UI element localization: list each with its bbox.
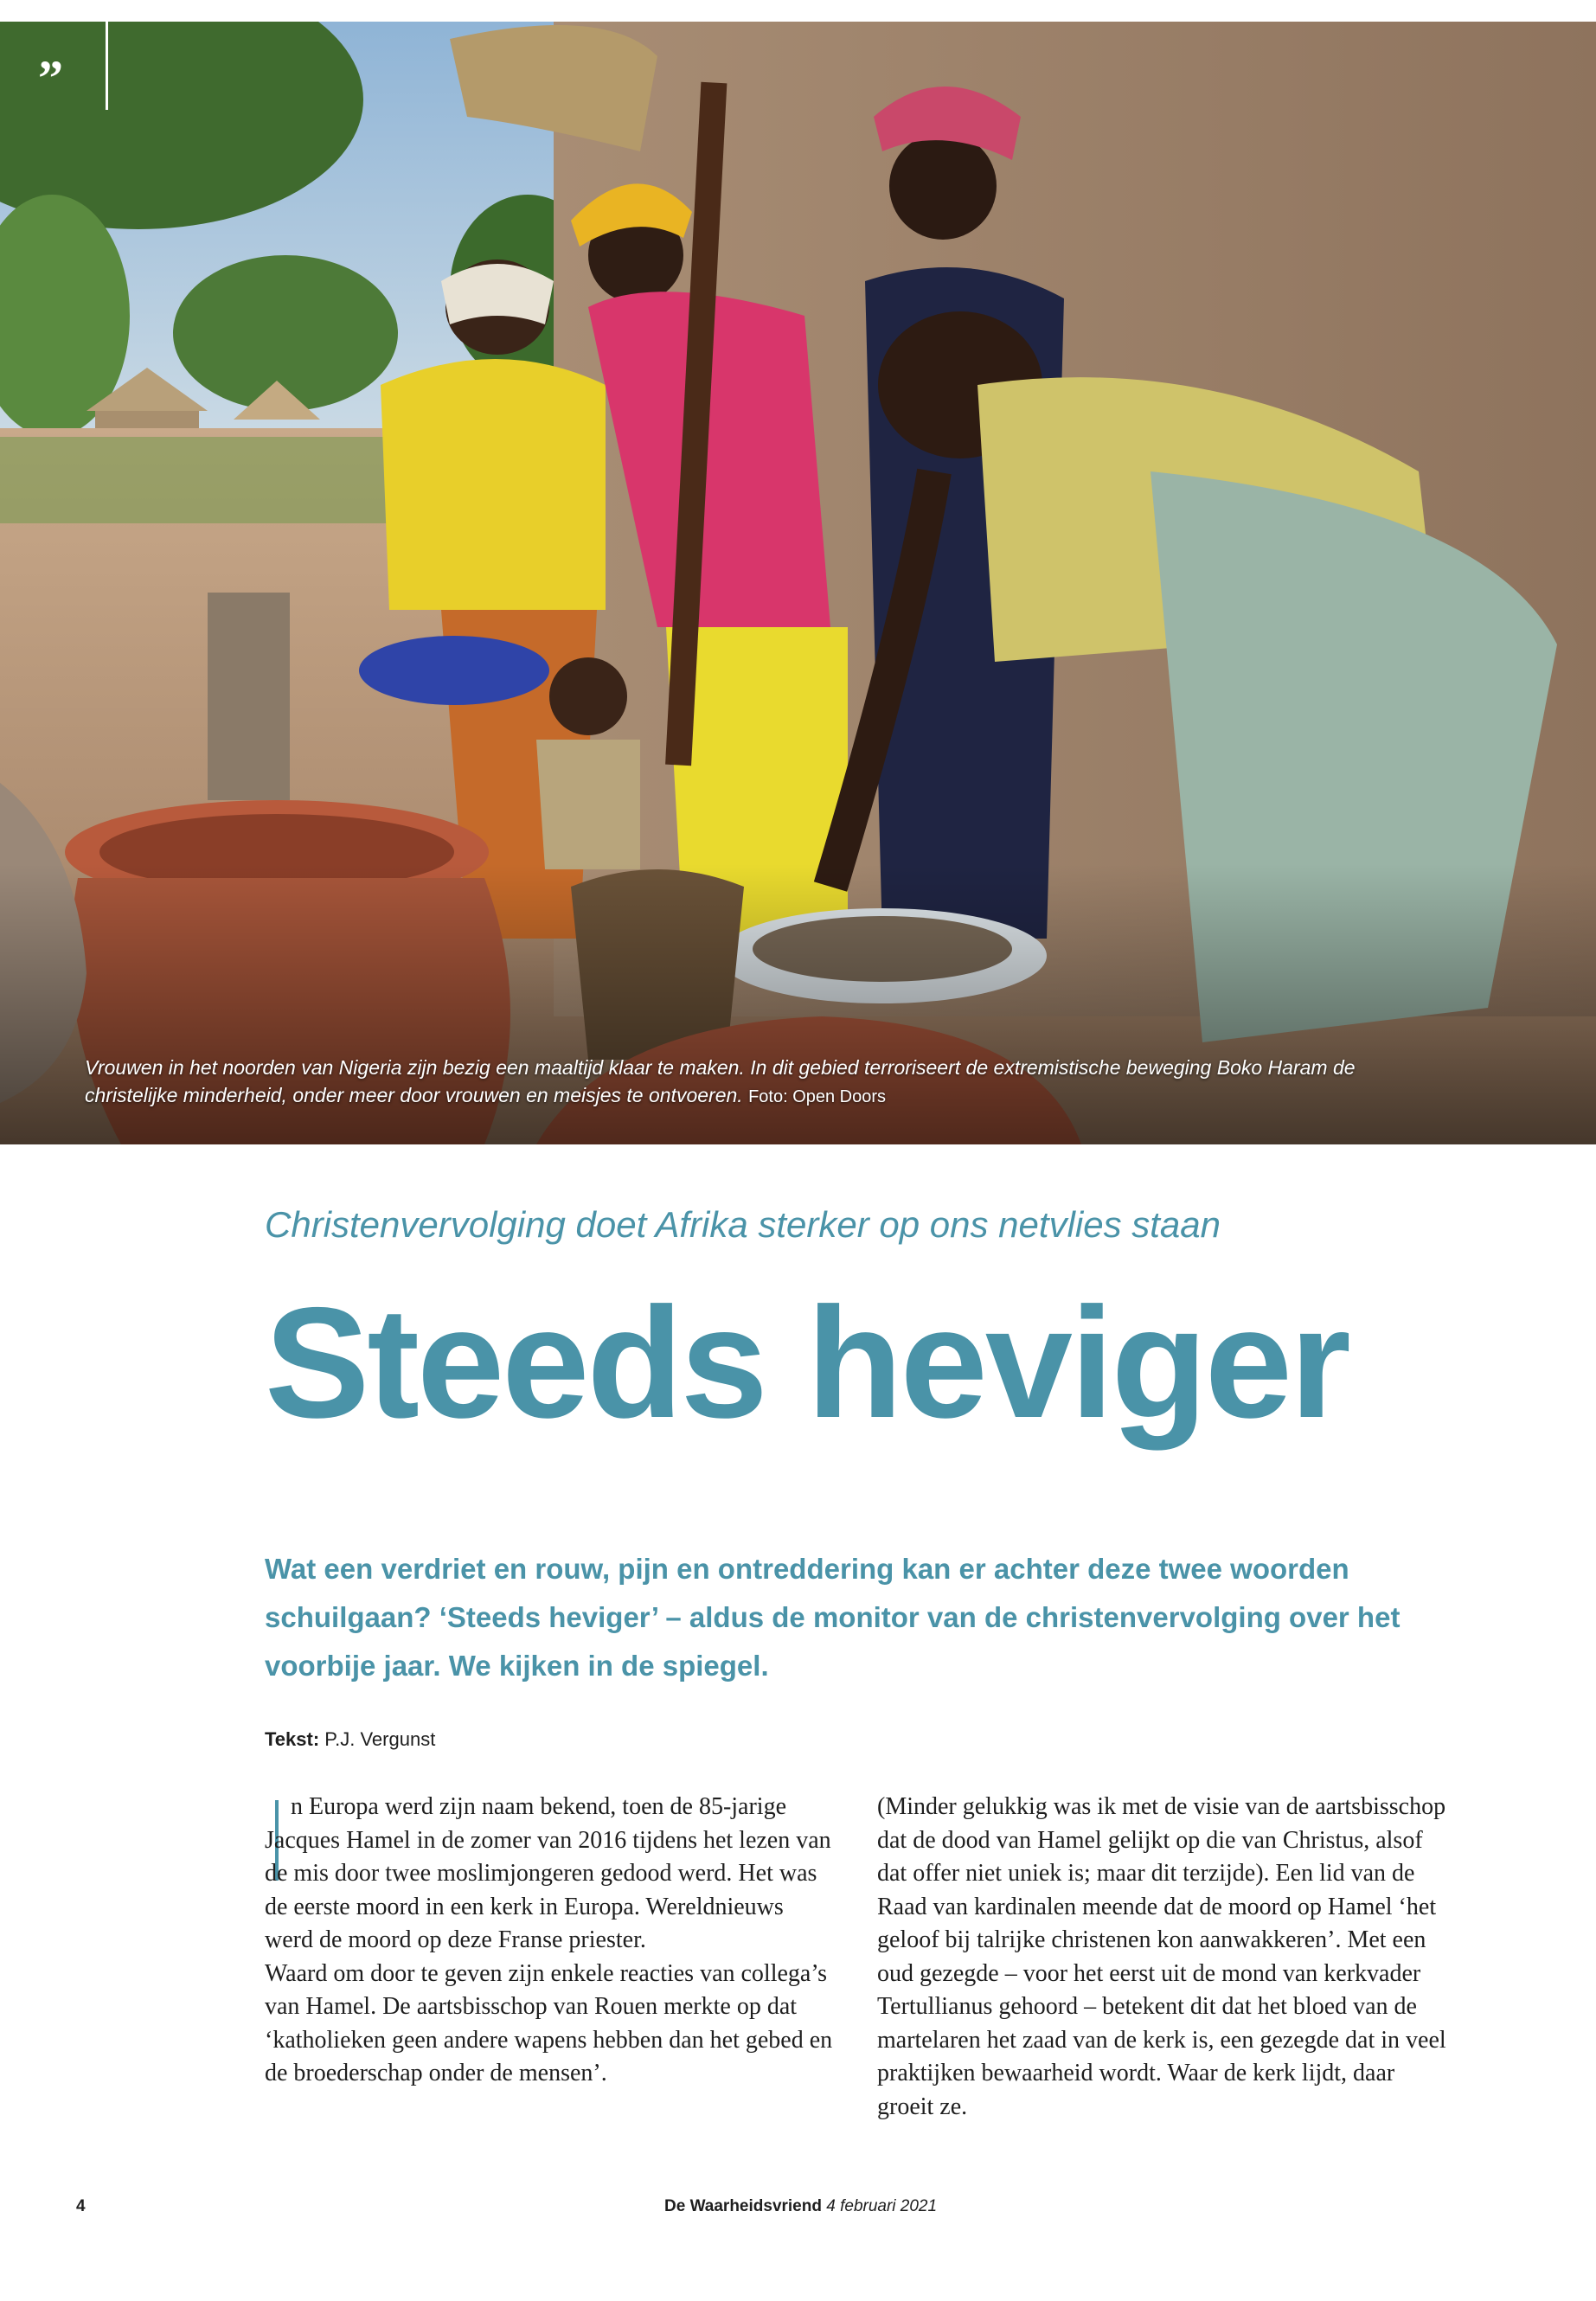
paragraph-text: n Europa werd zijn naam bekend, toen de 85-jarige Jacques Hamel in de zomer van 2016 tijdens het lezen van de mis door twee moslimjongeren gedood werd. Het was de eerste moord in een kerk in Europa. Wereldnieuws werd de moord op deze Franse priester.	[265, 1793, 831, 1953]
photo-credit: Foto: Open Doors	[748, 1087, 887, 1106]
page-number: 4	[76, 2197, 86, 2215]
article-kicker: Christenvervolging doet Afrika sterker op ons netvlies staan	[265, 1204, 1221, 1245]
byline	[265, 1728, 435, 1751]
article-column-2	[877, 1791, 1448, 2124]
hero-photo-illustration	[0, 22, 1596, 1144]
footer-magazine	[664, 2197, 937, 2216]
quote-icon: ”	[38, 50, 63, 106]
photo-caption-text: Vrouwen in het noorden van Nigeria zijn bezig een maaltijd klaar te maken. In dit gebied terroriseert de extremistische beweging Boko Haram de christelijke minderheid, onder meer door vrouwen en meisjes te ontvoeren.	[85, 1056, 1356, 1106]
issue-date: 4 februari 2021	[826, 2197, 938, 2215]
paragraph	[265, 1791, 836, 1958]
byline-author: P.J. Vergunst	[324, 1728, 436, 1750]
paragraph: (Minder gelukkig was ik met de visie van de aartsbisschop dat de dood van Hamel gelijkt op die van Christus, alsof dat offer niet uniek is; maar dit terzijde). Een lid van de Raad van kardinalen meende dat de moord op Hamel ‘het geloof bij talrijke christenen kon aanwakkeren’. Met een oud gezegde – voor het eerst uit de mond van kerkvader Tertullianus gehoord – betekent dit dat het bloed van de martelaren het zaad van de kerk is, een gezegde dat in veel praktijken bewaarheid wordt. Waar de kerk lijdt, daar groeit ze.	[877, 1793, 1446, 2120]
article-column-1	[265, 1791, 836, 2091]
article-intro: Wat een verdriet en rouw, pijn en ontreddering kan er achter deze twee woorden schuilgaan? ‘Steeds heviger’ – aldus de monitor van de christenvervolging over het voorbije jaar. We kijken in de spiegel.	[265, 1553, 1401, 1682]
photo-caption	[85, 1054, 1382, 1111]
hero-photo	[0, 22, 1596, 1144]
article-headline: Steeds heviger	[265, 1274, 1349, 1451]
magazine-title: De Waarheidsvriend	[664, 2197, 822, 2215]
quote-divider	[106, 22, 108, 110]
paragraph: Waard om door te geven zijn enkele reacties van collega’s van Hamel. De aartsbisschop van Rouen merkte op dat ‘katholieken geen andere wapens hebben dan het gebed en de broederschap onder de mensen’.	[265, 1959, 833, 2086]
byline-label: Tekst:	[265, 1728, 320, 1750]
